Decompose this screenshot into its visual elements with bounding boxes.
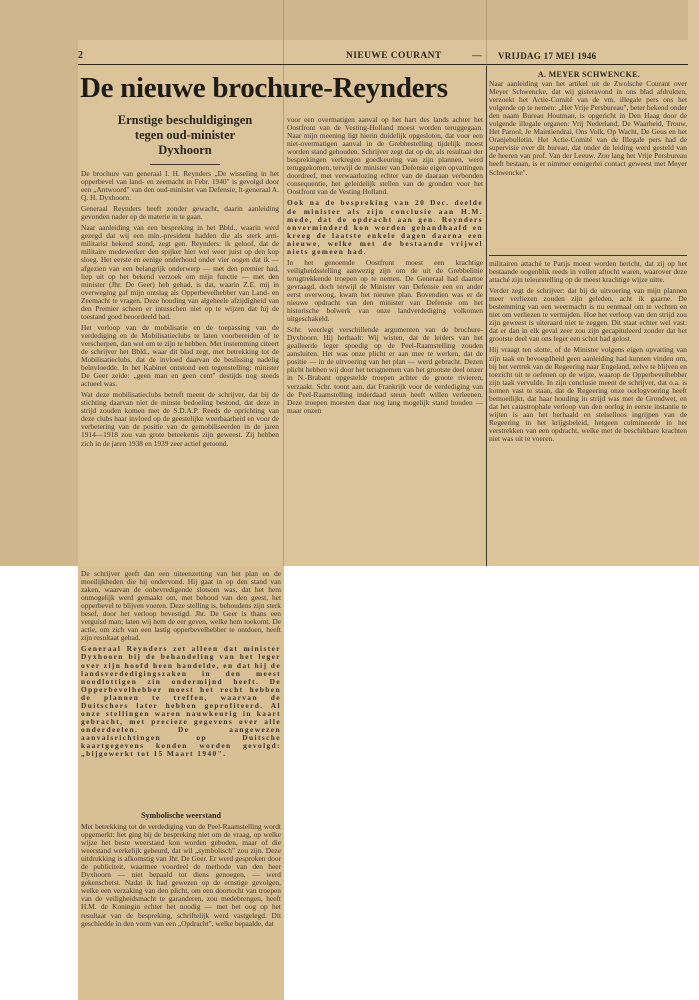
article-deck xyxy=(80,113,290,158)
article-paragraph: Het verloop van de mobilisatie en de toepassing van de verdediging en de Mobilisatieclubs te laten voorbereiden of te verscherpen, dan wel om te zijn te hebben. Met instemming citeert de schrijver het Bbld., waar dit blad zegt, met betrekking tot de Mobilisatieclubs, dat de invloed daarvan de beslissing nadelig beïnvloedde. In het Kabinet ontstond een tegenstelling: minister De Geer zeide: „geen man en geen cent" destijds nog steeds actueel was. xyxy=(81,322,279,389)
masthead xyxy=(78,48,688,65)
article-paragraph-emphasis: Generaal Reynders zet alleen dat minister Dyxhoorn bij de behandeling van het leger over zijn hoofd heen handelde, en dat hij de landsverdedigingszaken in den meest noodlottigen zin ondermijnd heeft. De Opperbevelhebber moest het recht hebben de plannen te treffen, waarvan de Duitschers later hebben geprofiteerd. Al onze stellingen waren nauwkeurig in kaart gebracht, met precieze gegevens over alle onderdeelen. De aangewezen aanvalsrichtingen op Duitsche kaartgegevens konden worden gevolgd: „bijgewerkt tot 15 Maart 1940". xyxy=(81,644,281,759)
article-paragraph: Hij vraagt ten slotte, of de Minister volgens eigen opvatting van zijn taak en bevoegdheid geen aanleiding had kunnen vinden om, bij het vertrek van de Regeering naar Engeland, zelve te blijven en toezicht uit te oefenen op de wijze, waarop de Opperbevelhebber zijn taak vervulde. In zijn conclusie meent de schrijver, dat o.a. is komen vast te staan, dat de Regeering onze oorlogvoering heeft bemoeilijkt, dat haar houding in strijd was met de Grondwet, en dat het catastrophale verloop van den oorlog in eerste instantie te wijten is aan het herhaald en stelselloos ingrijpen van de Regeering in het krijgsbeleid, hetgeen culmineerde in het verstrekken van een opdracht, welke met de beschikbare krachten niet was uit te voeren. xyxy=(489,345,687,443)
sidebar-paragraph: Naar aanleiding van het artikel uit de Zwolsche Courant over Meyer Schwencke, dat wij gisteravond in ons blad afdrukten, verzoekt het Actie-Comité van de vm. illegale pers ons het volgende op te nemen: „Het Vrije Persbureau", beter bekend onder den naam Bureau Houtman, is opgericht in Den Haag door de volgende illegale organen: Vrij Nederland, De Waarheid, Trouw, Het Parool, Je Maintiendrai, Ons Volk, Op Wacht, De Geus en het Oranjebulletin. Het Actie-Comité van de Illegale pers had de supervisie over dit bureau, dat onder de leiding werd gesteld van de heeren van prof. Van der Leeuw. Zoo lang het Vrije Persbureau heeft bestaan, is er nimmer eenigerlei contact geweest met Meyer Schwencke". xyxy=(489,80,687,177)
article-paragraph: In het genoemde Oostfront moest een krachtige veiligheidsstelling aanwezig zijn om de uit de Grebbelinie terugtrekkende troepen op te nemen. De Generaal had daartoe gevraagd, doch terwijl de Minister van Defensie een en ander eerst overwoog, kwam het nieuwe plan. Bovendien was er de nieuwe opdracht van den minister van Defensie om het historische bolwerk van onze landverdediging volkomen uitgeschakeld. xyxy=(287,257,483,324)
article-column-1 xyxy=(81,170,279,562)
clipping-top-margin xyxy=(78,0,688,40)
article-column-1-final xyxy=(81,808,281,998)
article-paragraph: Verder zegt de schrijver: dat bij de uitvoering van mijn plannen meer verliezen zouden zijn geleden, acht ik gaarne. De bestemming van een weermacht is nu eenmaal om te vechten en niet om verliezen te vermijden. Hoe het verloop van den strijd zou zijn geweest is uiteraard niet te zeggen. Dit staat echter wel vast: dat er dan in elk geval zeer zou zijn gecapituleerd zonder dat het grootste deel van ons leger een schot had gelost. xyxy=(489,286,687,344)
article-paragraph: Generaal Reynders heeft zonder gewacht, daarin aanleiding gevonden nader op de materie in te gaan. xyxy=(81,204,279,222)
deck-line: Ernstige beschuldigingen xyxy=(117,113,253,127)
article-paragraph: militairen attaché te Parijs moest worden bericht, dat zij op het bestaande oogenblik reeds in vollen aftocht waren, waarover deze attaché zijn teleurstelling op de meest krachtige wijze uitte. xyxy=(489,260,687,285)
article-headline: De nieuwe brochure-Reynders xyxy=(80,72,448,104)
article-subheading: Symbolische weerstand xyxy=(141,811,221,820)
clipping-edge-shadow xyxy=(0,0,78,566)
deck-line: Dyxhoorn xyxy=(158,143,212,157)
article-column-1-continued xyxy=(81,570,281,808)
article-paragraph: De brochure van generaal I. H. Reynders „De wisseling in het opperbevel van land- en zeemacht in Febr. 1940" is gevolgd door een „Antwoord" van den oud-minister van Defensie, lt-generaal A. Q. H. Dyxhoorn. xyxy=(81,170,279,203)
article-paragraph-emphasis: Ook na de bespreking van 20 Dec. deelde de minister als zijn conclusie aan H.M. mede, dat de opdracht aan gen. Reynders onverminderd kon worden gehandhaafd en kreeg de laatste enkele dagen daarna een nieuwe, welke met de bestaande vrijwel niets gemeen had. xyxy=(287,198,483,256)
article-paragraph: Wat deze mobilisatieclubs betreft meent de schrijver, dat bij de stichting daarvan niet de minste bedoeling bestond, dat deze in strijd zouden komen met de S.D.A.P. Reeds de oprichting van deze clubs haar invloed op de geestelijke weerbaarheid en voor de verbetering van de positie van de gemobiliseerden in de jaren 1914—1918 zou van grote beteekenis zijn geweest. Zij hebben zich in de jaren 1938 en 1939 zeer actief getoond. xyxy=(81,390,279,448)
sidebar-divider xyxy=(489,255,687,256)
article-column-3 xyxy=(489,260,687,562)
deck-line: tegen oud-minister xyxy=(134,128,236,142)
article-paragraph: Naar aanleiding van een bespreking in het Bbld., waarin werd gezegd dat wij een min.-president hadden die als sterk anti-militarist bekend stond, zegt gen. Reynders: ik geloof, dat de militaire medewerker den spijker hier wel weer juist op den kop sloeg. Het eerste en eenige onderhoud onder vier oogen dat ik — afgezien van een belangrijk onderwerp — met den premier had, liep uit op het bekend verzoek om mijn functie — met den minister (Jhr. De Geer) heb gehad, is dat, waarin Z.E. mij in overweging gaf mijn ontslag als Opperbevelhebber van Land- en Zeemacht te vragen. Deze houding van algeheele afzijdigheid van den Premier scheen er intusschen niet op te wijzen dat hij de toestand goed beoordeeld had. xyxy=(81,223,279,321)
deck-rule xyxy=(150,164,220,165)
article-paragraph: Schr. weerlegt verschillende argumenten van de brochure-Dyxhoorn. Hij herhaalt: Wij wisten, dat de leiders van het gealleerde leger spoedig op de Peel-Raamstelling zouden aansluiten. Het was onze plicht er aan mee te werken, dat de positie — in de uitvoering van het plan — werd gebracht. Dezen plicht hebben wij door het terugnemen van het grootste deel onzer in N.-Brabant opgestelde troepen achter de groote rivieren, verzaakt. Schr. toont aan, dat Frankrijk voor de verdediging van de Peel-Raamstelling inderdaad steun heeft willen verleenen. Deze troepen moesten daar nog lang mogelijk stand houden — maar onzen xyxy=(287,325,483,415)
issue-date: VRIJDAG 17 MEI 1946 xyxy=(498,51,597,61)
sidebar-column xyxy=(489,80,687,252)
column-rule xyxy=(486,66,487,566)
newspaper-name: NIEUWE COURANT xyxy=(346,51,442,61)
article-column-2 xyxy=(287,116,483,562)
masthead-separator: — xyxy=(472,51,482,61)
article-paragraph: De schrijver geeft dan een uiteenzetting van het plan en de moeilijkheden die hij ondervond. Hij gaat in op den stand van zaken, waarvan de onbevredigende slotsom was, dat het hem onmogelijk werd gemaakt om, met behoud van den geest, het opperbevel te blijven voeren. Deze stelling is, behoudens zijn sterk besef, door het verloop bevestigd. Jhr. De Geer is thans een verguisd man; laten wij hem de eer geven, welke hem toekomt. De actie, om zich van een lastig opperbevelhebber te ontdoen, heeft zijn resultaat gehad. xyxy=(81,570,281,643)
sidebar-byline: A. MEYER SCHWENCKE. xyxy=(537,70,641,79)
article-paragraph: Met betrekking tot de verdediging van de Peel-Raamstelling wordt opgemerkt: het ging bij de bespreking niet om de vraag, op welke wijze het beste weerstand kon worden geboden, maar of die weerstand werkelijk gebeurd, dat wil „symbolisch" zou zijn. Deze uitdrukking is afkomstig van Jhr. De Geer. Er werd gesproken door de publiciteit, waarmee voordeel de methode van den heer Dyxhoorn — niet bepaald tot diens genoegen, — werd gekenschetst. Nadat ik had gewezen op de ernstige gevolgen, welke een verzaking van den plicht, om een doortocht van troepen van de veiligheidsmacht te garanderen, zou medebrengen, heeft H.M. de Koningin echter het noodig — met het oog op het resultaat van de bespreking, schriftelijk werd vastgelegd. Dit geschiedde in den vorm van een „Opdracht", welke bepaalde, dat xyxy=(81,822,281,928)
page-number: 2 xyxy=(78,50,83,61)
article-paragraph: voor een overmatigen aanval op het hart des lands achter het Oostfront van de Vesting-Holland moest worden teruggegaan. Naar mijn meening ligt hierin duidelijk opgesloten, dat voor een niet-overmatigen aanval in de Grebbestelling tijdelijk moest worden stand gehouden. Schrijver zegt dat op de, als resultaat der besprekingen verkregen goedkeuring van zijn plannen, werd teruggekomen, terwijl de minister van Defensie eigen opvattingen doordreef, met verwaarlozing echter van de daaraan verbonden consequentie, het geleidelijk stellen van de gronden voor het Oostfront van de Vesting Holland. xyxy=(287,116,483,197)
